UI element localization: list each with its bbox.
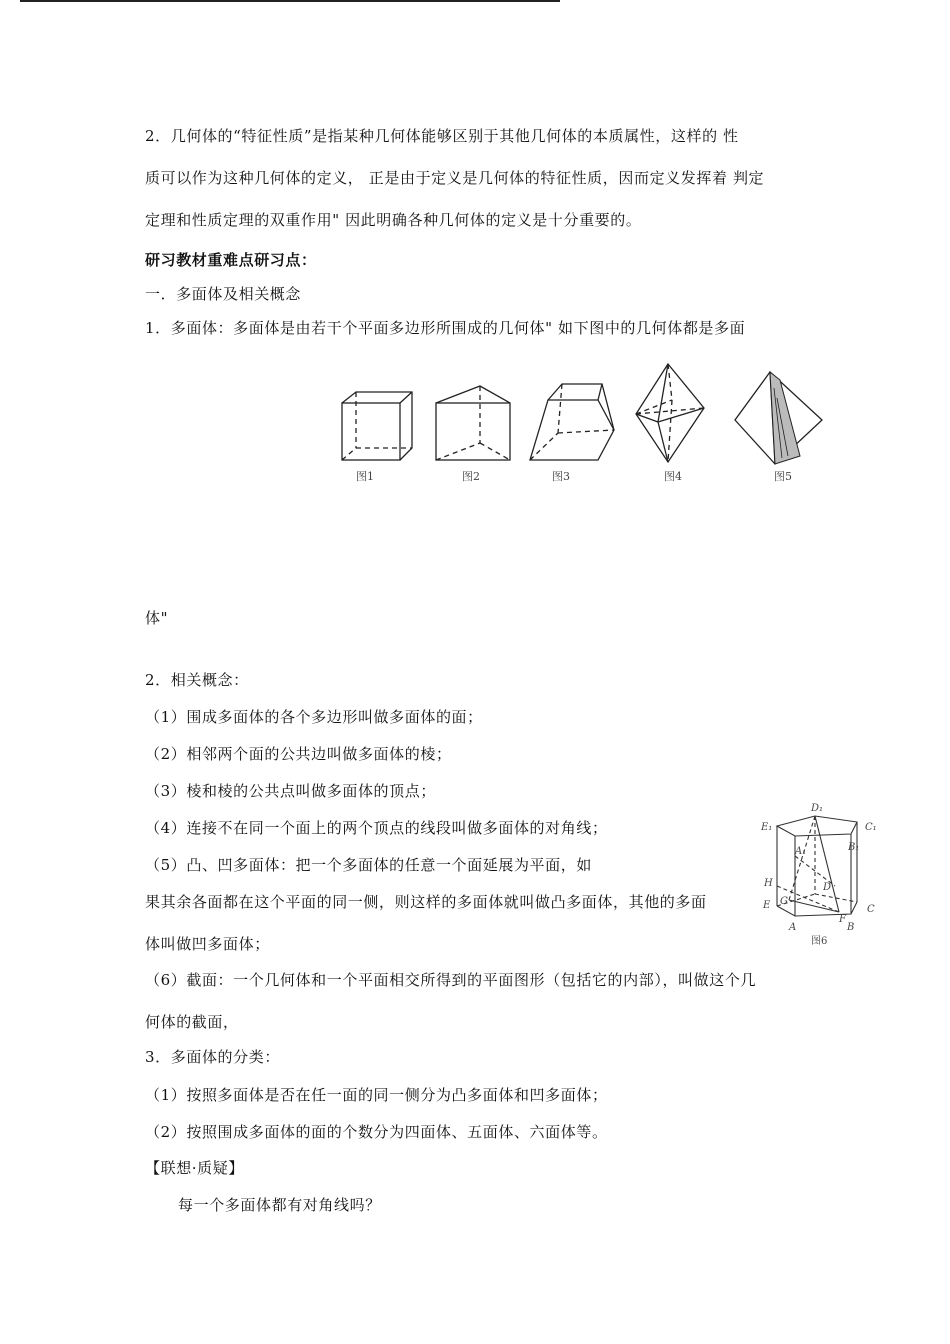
section-heading: 研习教材重难点研习点： xyxy=(145,251,317,269)
figure-2-prism xyxy=(436,386,510,460)
concept-diagonal: （4）连接不在同一个面上的两个顶点的线段叫做多面体的对角线； xyxy=(145,819,608,837)
vertex-label-a: A xyxy=(789,922,797,933)
vertex-label-c1: C₁ xyxy=(865,822,877,833)
para-line-1: 2．几何体的“特征性质”是指某种几何体能够区别于其他几何体的本质属性，这样的 性 xyxy=(145,127,739,145)
concept-convex-line-2: 果其余各面都在这个平面的同一侧，则这样的多面体就叫做凸多面体，其他的多面 xyxy=(145,893,707,911)
vertex-label-c: C xyxy=(867,904,875,915)
vertex-label-f: F xyxy=(839,914,846,925)
figure-label-3: 图3 xyxy=(552,470,570,483)
figure-label-6: 图6 xyxy=(811,936,828,947)
association-question: 每一个多面体都有对角线吗？ xyxy=(178,1196,381,1214)
figure-label-1: 图1 xyxy=(356,470,374,483)
concept-convex-line-1: （5）凸、凹多面体：把一个多面体的任意一个面延展为平面，如 xyxy=(145,856,592,874)
figure-label-4: 图4 xyxy=(664,470,682,483)
vertex-label-b1: B₁ xyxy=(848,842,860,853)
top-rule xyxy=(20,0,560,2)
polyhedra-figures xyxy=(330,358,830,488)
vertex-label-a1: A₁ xyxy=(795,846,807,857)
related-concepts-title: 2．相关概念： xyxy=(145,671,249,689)
para-line-2: 质可以作为这种几何体的定义， 正是由于定义是几何体的特征性质，因而定义发挥着 判定 xyxy=(145,169,765,187)
classification-title: 3．多面体的分类： xyxy=(145,1048,280,1066)
concept-convex-line-3: 体叫做凹多面体； xyxy=(145,935,270,953)
vertex-label-e: E xyxy=(763,900,771,911)
vertex-label-b: B xyxy=(847,922,855,933)
para-line-3: 定理和性质定理的双重作用" 因此明确各种几何体的定义是十分重要的。 xyxy=(145,211,642,229)
concept-section-line-2: 何体的截面， xyxy=(145,1013,239,1031)
polyhedron-definition: 1．多面体：多面体是由若干个平面多边形所围成的几何体" 如下图中的几何体都是多面 xyxy=(145,319,746,337)
classification-convexity: （1）按照多面体是否在任一面的同一侧分为凸多面体和凹多面体； xyxy=(145,1086,608,1104)
vertex-label-g: G xyxy=(780,896,788,907)
vertex-label-d: D xyxy=(823,882,832,893)
figure-label-5: 图5 xyxy=(774,470,792,483)
figure-3-frustum xyxy=(530,384,614,460)
association-question-heading: 【联想·质疑】 xyxy=(145,1159,244,1177)
concept-face: （1）围成多面体的各个多边形叫做多面体的面； xyxy=(145,708,483,726)
concept-edge: （2）相邻两个面的公共边叫做多面体的棱； xyxy=(145,745,452,763)
vertex-label-d1: D₁ xyxy=(811,803,824,814)
section-title-polyhedron: 一．多面体及相关概念 xyxy=(145,285,302,303)
concept-vertex: （3）棱和棱的公共点叫做多面体的顶点； xyxy=(145,782,436,800)
figure-label-2: 图2 xyxy=(462,470,480,483)
classification-face-count: （2）按照围成多面体的面的个数分为四面体、五面体、六面体等。 xyxy=(145,1123,608,1141)
figure-4-octahedron xyxy=(636,364,704,462)
figure-6-prism xyxy=(755,796,890,951)
polyhedron-definition-continued: 体" xyxy=(145,609,169,627)
figure-1-cube xyxy=(342,392,412,460)
vertex-label-e1: E₁ xyxy=(761,822,773,833)
figure-5-concave-polyhedron xyxy=(735,372,822,464)
vertex-label-h: H xyxy=(764,878,773,889)
concept-section-line-1: （6）截面：一个几何体和一个平面相交所得到的平面图形（包括它的内部），叫做这个几 xyxy=(145,971,757,989)
